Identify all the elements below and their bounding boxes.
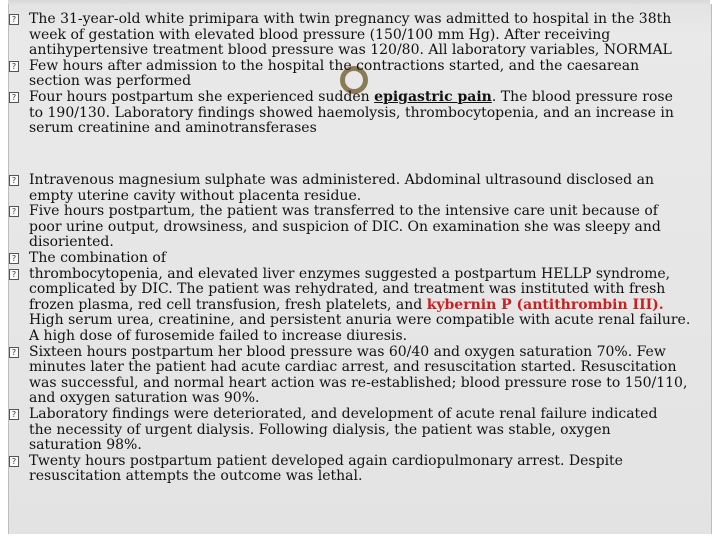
text-line: High serum urea, creatinine, and persistent anuria were compatible with acute renal failure. (29, 312, 691, 329)
text-line: empty uterine cavity without placenta residue. (29, 187, 362, 204)
list-item (0, 407, 720, 454)
list-item (0, 12, 720, 59)
bullet-icon: ? (9, 206, 19, 217)
text-line: Twenty hours postpartum patient developed again cardiopulmonary arrest. Despite (29, 452, 623, 469)
list-item (0, 454, 720, 485)
list-item (0, 204, 720, 251)
text-segment: . The blood pressure rose (491, 88, 673, 105)
list-item (0, 267, 720, 345)
bullet-icon: ? (9, 456, 19, 467)
text-line: The combination of (29, 249, 167, 266)
bullet-icon: ? (9, 253, 19, 264)
text-line: and oxygen saturation was 90%. (29, 390, 260, 407)
text-line: Five hours postpartum, the patient was transferred to the intensive care unit because of (29, 203, 658, 220)
bullet-icon: ? (9, 347, 19, 358)
text-line: saturation 98%. (29, 437, 142, 454)
text-line: week of gestation with elevated blood pressure (150/100 mm Hg). After receiving (29, 26, 611, 43)
epigastric-pain-emphasis: epigastric pain (374, 88, 492, 105)
text-line: Few hours after admission to the hospital the contractions started, and the caesarean (29, 57, 640, 74)
text-line: thrombocytopenia, and elevated liver enzymes suggested a postpartum HELLP syndrome, (29, 265, 671, 282)
text-segment: Four hours postpartum she experienced sudden (29, 88, 375, 105)
text-line: disoriented. (29, 234, 114, 251)
bullet-icon: ? (9, 409, 19, 420)
top-section (0, 12, 720, 137)
text-line: poor urine output, drowsiness, and suspicion of DIC. On examination she was sleepy and (29, 218, 661, 235)
kybernin-highlight: kybernin P (antithrombin III). (426, 296, 664, 313)
list-item (0, 90, 720, 137)
text-line: section was performed (29, 73, 192, 90)
text-line: resuscitation attempts the outcome was lethal. (29, 468, 363, 485)
list-item (0, 59, 720, 90)
text-line: The 31-year-old white primipara with twin pregnancy was admitted to hospital in the 38th (29, 11, 672, 27)
list-item (0, 345, 720, 407)
list-item (0, 251, 720, 267)
text-line: Laboratory findings were deteriorated, and development of acute renal failure indicated (29, 405, 658, 422)
text-line: complicated by DIC. The patient was rehydrated, and treatment was instituted with fresh (29, 281, 666, 298)
bullet-icon: ? (9, 61, 19, 72)
text-line: antihypertensive treatment blood pressure was 120/80. All laboratory variables, NORMAL (29, 42, 672, 59)
bullet-icon: ? (9, 175, 19, 186)
text-line: Sixteen hours postpartum her blood pressure was 60/40 and oxygen saturation 70%. Few (29, 343, 666, 360)
text-segment: frozen plasma, red cell transfusion, fresh platelets, and (29, 296, 427, 313)
text-line: Intravenous magnesium sulphate was administered. Abdominal ultrasound disclosed an (29, 172, 654, 188)
list-item (0, 173, 720, 204)
bullet-icon: ? (9, 14, 19, 25)
text-line: serum creatinine and aminotransferases (29, 120, 317, 137)
text-line: was successful, and normal heart action was re-established; blood pressure rose to 150/110, (29, 374, 688, 391)
text-line: A high dose of furosemide failed to increase diuresis. (29, 327, 408, 344)
text-line: minutes later the patient had acute cardiac arrest, and resuscitation started. Resuscitation (29, 359, 677, 376)
text-line: the necessity of urgent dialysis. Following dialysis, the patient was stable, oxygen (29, 421, 611, 438)
text-line: to 190/130. Laboratory findings showed haemolysis, thrombocytopenia, and an increase in (29, 104, 674, 121)
bottom-section (0, 173, 720, 485)
bullet-icon: ? (9, 92, 19, 103)
bullet-icon: ? (9, 269, 19, 280)
text-line (29, 90, 720, 106)
text-line (29, 298, 720, 314)
